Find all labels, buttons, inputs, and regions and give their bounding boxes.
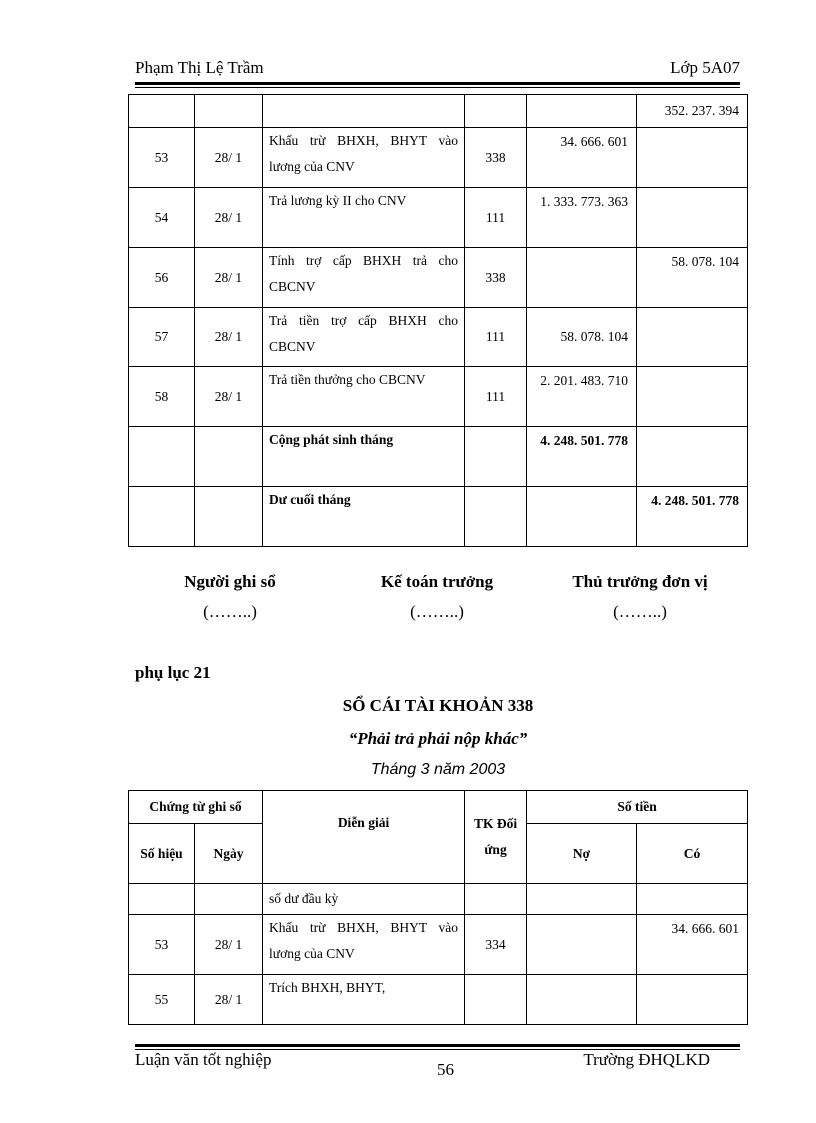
page-number: 56 [437,1060,454,1079]
table-row: 56 28/ 1 Tính trợ cấp BHXH trả cho CBCNV 338 58. 078. 104 [129,248,748,308]
page-header [135,58,740,80]
school-name: Trường ĐHQLKD [583,1050,710,1069]
total-row [129,427,748,487]
table-row: 57 28/ 1 Trả tiền trợ cấp BHXH cho CBCNV 111 58. 078. 104 [129,308,748,367]
table-row: 53 28/ 1 Khấu trừ BHXH, BHYT vào lương của CNV 338 34. 666. 601 [129,128,748,188]
opening-balance-credit: 352. 237. 394 [637,95,748,128]
header-credit: Có [637,824,748,884]
table-row: số dư đầu kỳ [129,884,748,915]
balance-label: Dư cuối tháng [263,487,465,547]
table-row: 53 28/ 1 Khấu trừ BHXH, BHYT vào lương của CNV 334 34. 666. 601 [129,915,748,975]
header-amount: Số tiền [527,791,748,824]
author-name: Phạm Thị Lệ Trầm [135,58,264,77]
signature-block [128,572,747,632]
ledger-table-continued [128,94,748,547]
thesis-label: Luận văn tốt nghiệp [135,1050,272,1069]
appendix-label: phụ lục 21 [135,663,211,682]
header-description: Diễn giải [263,791,465,884]
signature-recorder: Người ghi sổ (……..) [184,572,276,621]
header-voucher: Chứng từ ghi sổ [129,791,263,824]
header-rule-thin [135,87,740,88]
balance-credit: 4. 248. 501. 778 [637,487,748,547]
ledger-table-338 [128,790,748,1025]
ledger-title: SỔ CÁI TÀI KHOẢN 338 [342,696,534,715]
ledger-subtitle: “Phải trả phải nộp khác” [348,729,528,748]
ledger-month: Tháng 3 năm 2003 [370,761,506,778]
header-number: Số hiệu [129,824,195,884]
total-debit: 4. 248. 501. 778 [527,427,637,487]
class-name: Lớp 5A07 [670,58,740,77]
header-row [129,791,748,824]
table-row: 55 28/ 1 Trích BHXH, BHYT, [129,975,748,1025]
signature-chief-accountant: Kế toán trưởng (……..) [380,572,494,621]
header-date: Ngày [195,824,263,884]
header-account: TK Đối ứng [465,791,527,884]
total-label: Cộng phát sinh tháng [263,427,465,487]
balance-row [129,487,748,547]
table-row: 58 28/ 1 Trả tiền thưởng cho CBCNV 111 2. 201. 483. 710 [129,367,748,427]
table-row: 54 28/ 1 Trả lương kỳ II cho CNV 111 1. 333. 773. 363 [129,188,748,248]
footer-rule [135,1044,740,1047]
header-debit: Nợ [527,824,637,884]
signature-unit-head: Thủ trưởng đơn vị (……..) [572,572,708,621]
table-row [129,95,748,128]
header-rule [135,82,740,85]
